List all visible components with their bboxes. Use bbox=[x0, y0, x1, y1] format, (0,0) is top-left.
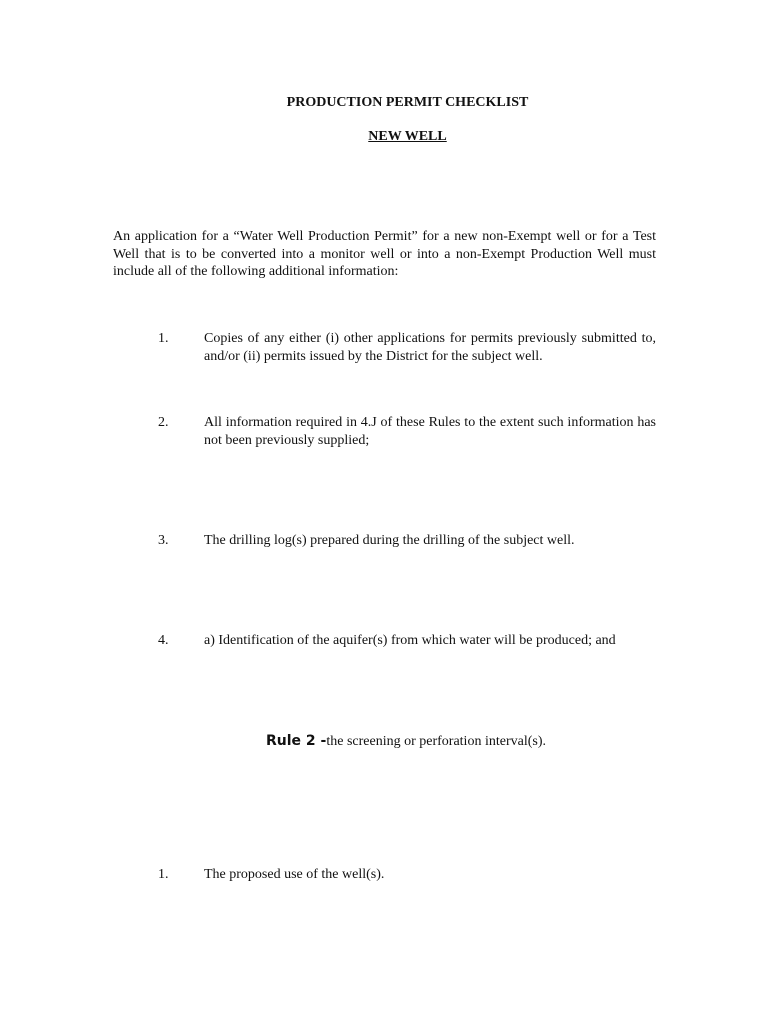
item-text: a) Identification of the aquifer(s) from which water will be produced; and bbox=[204, 633, 616, 648]
rule-line bbox=[266, 732, 546, 751]
item-text: All information required in 4.J of these Rules to the extent such information has not been previously supplied; bbox=[204, 415, 656, 448]
rule-text: the screening or perforation interval(s). bbox=[326, 734, 546, 749]
rule-label: Rule 2 - bbox=[266, 733, 327, 749]
intro-paragraph: An application for a “Water Well Production Permit” for a new non-Exempt well or for a Test Well that is to be converted into a monitor well or into a non-Exempt Production Well must include all of the following additional information: bbox=[113, 229, 656, 279]
item-text: The proposed use of the well(s). bbox=[204, 867, 385, 882]
item-number: 3. bbox=[158, 533, 169, 548]
document-title: PRODUCTION PERMIT CHECKLIST bbox=[286, 95, 529, 110]
document-subtitle: NEW WELL bbox=[368, 129, 447, 144]
item-number: 4. bbox=[158, 633, 169, 648]
item-number: 1. bbox=[158, 331, 169, 346]
item-number: 1. bbox=[158, 867, 169, 882]
item-text: The drilling log(s) prepared during the drilling of the subject well. bbox=[204, 533, 575, 548]
item-number: 2. bbox=[158, 415, 169, 430]
item-text: Copies of any either (i) other applications for permits previously submitted to, and/or (ii) permits issued by the District for the subject well. bbox=[204, 331, 656, 364]
